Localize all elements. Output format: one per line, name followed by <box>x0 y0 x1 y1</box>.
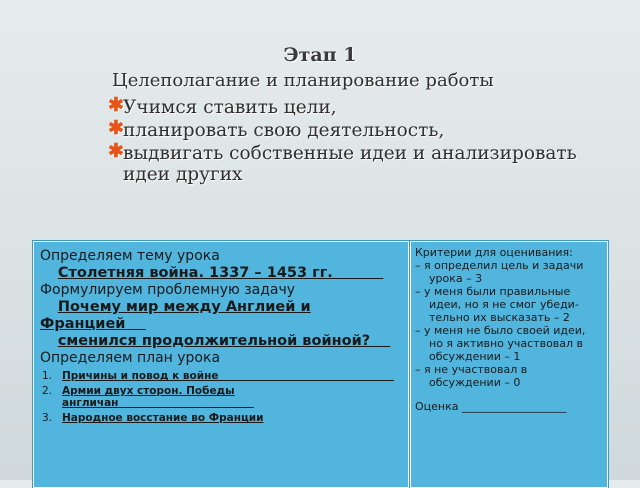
plan-item-number: 1. <box>42 370 53 382</box>
slide-subtitle: Целеполагание и планирование работы <box>112 70 494 91</box>
plan-list <box>40 370 402 424</box>
goal-item <box>108 94 623 118</box>
goal-text: выдвигать собственные идеи и анализировать идеи других <box>123 143 577 185</box>
criteria-line: урока – 3 <box>429 272 483 285</box>
plan-item <box>40 385 402 409</box>
plan-item <box>40 412 402 424</box>
plan-item <box>40 370 402 382</box>
criteria-heading: Критерии для оценивания: <box>415 246 573 259</box>
goal-item <box>108 117 623 141</box>
goal-text: Учимся ставить цели, <box>123 97 337 118</box>
problem-text-1: Почему мир между Англией и Францией <box>40 299 311 332</box>
topic-text: Столетняя война. 1337 – 1453 гг. <box>57 265 333 281</box>
plan-item-number: 3. <box>42 412 53 424</box>
asterisk-bullet-icon: ✱ <box>108 140 124 162</box>
plan-item-text: Причины и повод к войне <box>62 370 219 382</box>
criteria-line: тельно их высказать – 2 <box>429 311 570 324</box>
lesson-plan-panel <box>33 241 409 488</box>
criteria-line: – у меня не было своей идеи, <box>415 324 586 337</box>
asterisk-bullet-icon: ✱ <box>108 94 124 116</box>
plan-heading: Определяем план урока <box>40 350 221 366</box>
criteria-line: – я определил цель и задачи <box>415 259 584 272</box>
slide-title: Этап 1 <box>283 44 357 66</box>
problem-text-2: сменился продолжительной войной? <box>57 333 371 349</box>
plan-item-number: 2. <box>42 385 53 397</box>
problem-heading: Формулируем проблемную задачу <box>40 282 296 298</box>
goal-item <box>108 140 623 185</box>
criteria-line: обсуждении – 0 <box>429 376 521 389</box>
topic-heading: Определяем тему урока <box>40 248 220 264</box>
criteria-line: – я не участвовал в <box>415 363 528 376</box>
goals-list <box>108 94 623 187</box>
criteria-panel <box>410 241 608 488</box>
criteria-line: – у меня были правильные <box>415 285 571 298</box>
criteria-line: идеи, но я не смог убеди- <box>429 298 579 311</box>
criteria-line: обсуждении – 1 <box>429 350 521 363</box>
score-field: Оценка ___________________ <box>415 400 567 413</box>
criteria-line: но я активно участвовал в <box>429 337 584 350</box>
goal-text: планировать свою деятельность, <box>123 120 445 141</box>
plan-item-text: Народное восстание во Франции <box>62 412 264 424</box>
asterisk-bullet-icon: ✱ <box>108 117 124 139</box>
plan-item-text: Армии двух сторон. Победы англичан <box>62 385 235 409</box>
